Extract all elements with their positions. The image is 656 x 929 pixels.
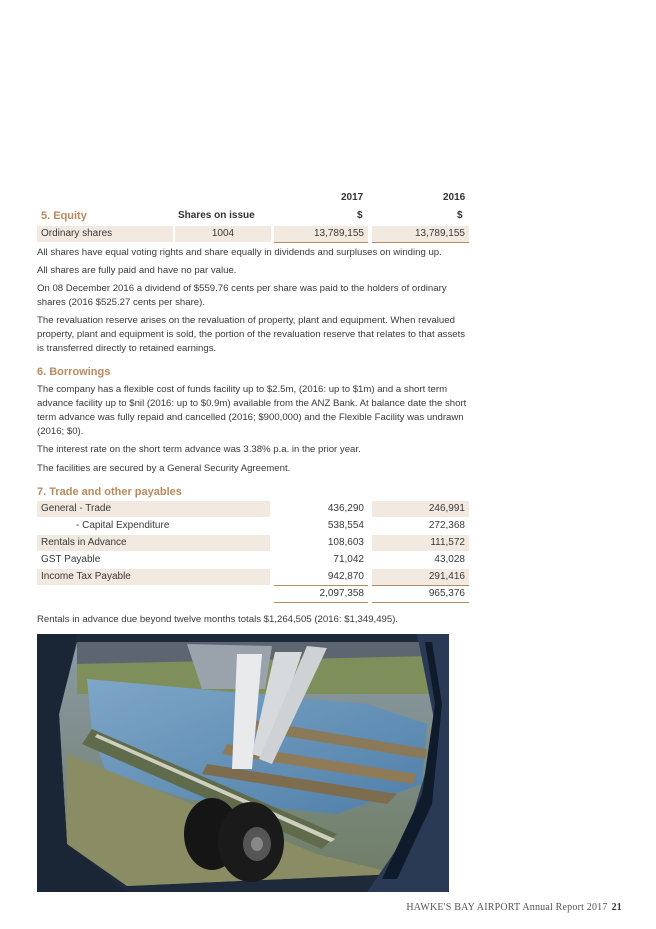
payables-total-2017: 2,097,358 bbox=[319, 588, 364, 599]
shares-on-issue-header: Shares on issue bbox=[178, 210, 255, 221]
equity-row-label: Ordinary shares bbox=[37, 226, 173, 242]
payables-row-2016: 111,572 bbox=[372, 535, 469, 551]
payables-total-rule-2016 bbox=[372, 602, 469, 603]
payables-row-label: - Capital Expenditure bbox=[76, 520, 170, 531]
payables-note: Rentals in advance due beyond twelve months totals $1,264,505 (2016: $1,349,495). bbox=[37, 614, 399, 625]
payables-row-label: GST Payable bbox=[41, 554, 101, 565]
equity-underline-2016 bbox=[372, 242, 469, 243]
footer-text: HAWKE'S BAY AIRPORT Annual Report 2017 bbox=[406, 902, 608, 913]
equity-row-2017: 13,789,155 bbox=[274, 226, 368, 242]
payables-total-rule-2017 bbox=[274, 602, 368, 603]
column-header-2017: 2017 bbox=[341, 192, 364, 203]
equity-paragraph: All shares are fully paid and have no par value. bbox=[37, 265, 237, 276]
payables-row-2017: 71,042 bbox=[333, 554, 364, 565]
column-header-2016: 2016 bbox=[443, 192, 466, 203]
payables-row-label: Rentals in Advance bbox=[37, 535, 270, 551]
borrowings-paragraph: The interest rate on the short term advance was 3.38% p.a. in the prior year. bbox=[37, 444, 361, 455]
equity-paragraph: The revaluation reserve arises on the revaluation of property, plant and equipment. When revalued property, plant and equipment is sold, the portion of the revaluation reserve that relates to that assets is transferred directly to retained earnings. bbox=[37, 315, 466, 354]
equity-paragraph: All shares have equal voting rights and share equally in dividends and surpluses on winding up. bbox=[37, 247, 442, 258]
borrowings-paragraph: The facilities are secured by a General Security Agreement. bbox=[37, 463, 291, 474]
payables-row-2017: 436,290 bbox=[327, 503, 364, 514]
aircraft-landing-gear-photo bbox=[37, 634, 449, 892]
page-footer bbox=[406, 902, 622, 913]
payables-row-2016: 291,416 bbox=[372, 569, 469, 585]
payables-row-label: Income Tax Payable bbox=[37, 569, 270, 585]
equity-row-2016: 13,789,155 bbox=[372, 226, 469, 242]
equity-paragraph: On 08 December 2016 a dividend of $559.76 cents per share was paid to the holders of ordinary shares (2016 $525.27 cents per share). bbox=[37, 283, 447, 308]
payables-row-2016: 246,991 bbox=[372, 501, 469, 517]
currency-2017: $ bbox=[357, 210, 363, 221]
payables-row-label: General - Trade bbox=[37, 501, 270, 517]
section-title-borrowings: 6. Borrowings bbox=[37, 366, 111, 378]
payables-total-2016: 965,376 bbox=[428, 588, 465, 599]
section-title-equity: 5. Equity bbox=[41, 210, 87, 222]
section-title-payables: 7. Trade and other payables bbox=[37, 486, 182, 498]
payables-row-2017: 942,870 bbox=[327, 571, 364, 582]
payables-row-2016: 43,028 bbox=[434, 554, 465, 565]
equity-underline-2017 bbox=[274, 242, 368, 243]
page-number: 21 bbox=[611, 902, 622, 913]
payables-row-2017: 538,554 bbox=[327, 520, 364, 531]
payables-row-2016: 272,368 bbox=[428, 520, 465, 531]
equity-row-shares: 1004 bbox=[175, 226, 271, 242]
borrowings-paragraph: The company has a flexible cost of funds facility up to $2.5m, (2016: up to $1m) and a short term advance facility up to $nil (2016: up to $0.9m) available from the ANZ Bank. At balance date the short term advance was fully repaid and cancelled (2016; $900,000) and the Flexible Facility was undrawn (2016; $0). bbox=[37, 384, 467, 437]
payables-row-2017: 108,603 bbox=[327, 537, 364, 548]
currency-2016: $ bbox=[457, 210, 463, 221]
